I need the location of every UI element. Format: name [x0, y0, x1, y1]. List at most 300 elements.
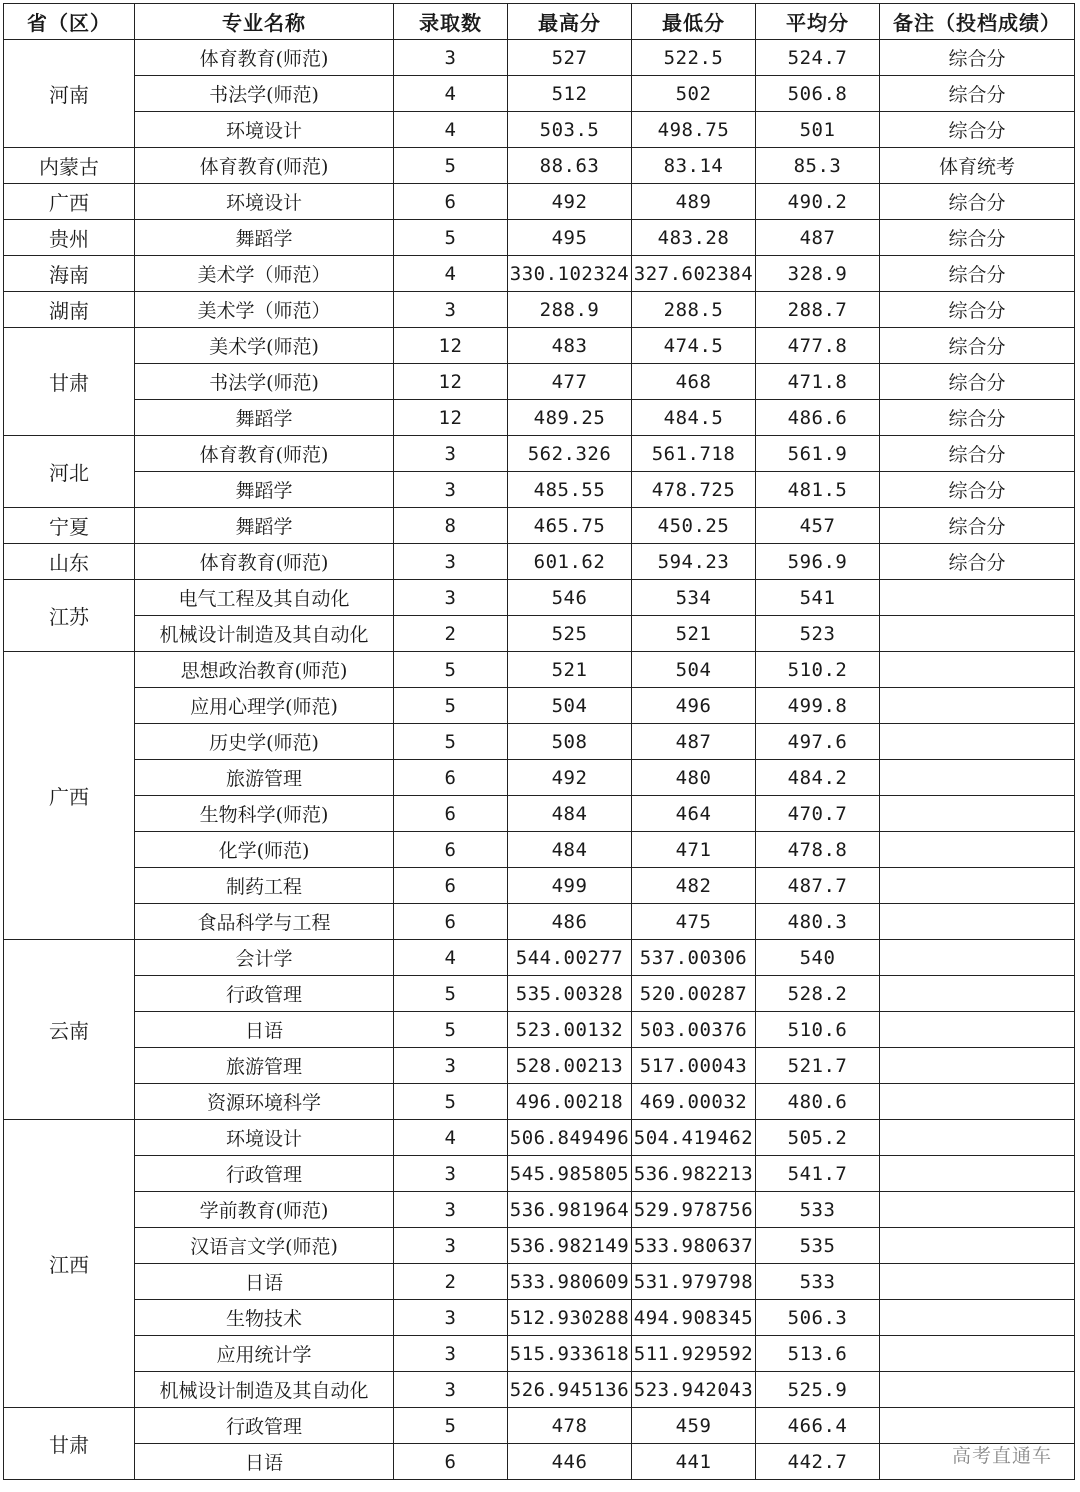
- max-score-cell: 446: [508, 1444, 632, 1480]
- avg-score-cell: 480.6: [756, 1084, 880, 1120]
- avg-score-cell: 85.3: [756, 148, 880, 184]
- table-row: [4, 976, 1075, 1012]
- remark-cell: [880, 580, 1075, 616]
- max-score-cell: 496.00218: [508, 1084, 632, 1120]
- remark-cell: 综合分: [880, 400, 1075, 436]
- avg-score-cell: 457: [756, 508, 880, 544]
- admitted-count-cell: 6: [394, 904, 508, 940]
- table-row: [4, 436, 1075, 472]
- avg-score-cell: 524.7: [756, 40, 880, 76]
- min-score-cell: 482: [632, 868, 756, 904]
- min-score-cell: 441: [632, 1444, 756, 1480]
- province-cell: 广西: [4, 652, 135, 940]
- avg-score-cell: 528.2: [756, 976, 880, 1012]
- avg-score-cell: 466.4: [756, 1408, 880, 1444]
- province-cell: 山东: [4, 544, 135, 580]
- min-score-cell: 487: [632, 724, 756, 760]
- avg-score-cell: 501: [756, 112, 880, 148]
- min-score-cell: 494.908345: [632, 1300, 756, 1336]
- province-cell: 河南: [4, 40, 135, 148]
- max-score-cell: 545.985805: [508, 1156, 632, 1192]
- avg-score-cell: 561.9: [756, 436, 880, 472]
- min-score-cell: 496: [632, 688, 756, 724]
- table-row: [4, 148, 1075, 184]
- min-score-cell: 469.00032: [632, 1084, 756, 1120]
- min-score-cell: 521: [632, 616, 756, 652]
- avg-score-cell: 471.8: [756, 364, 880, 400]
- avg-score-cell: 510.2: [756, 652, 880, 688]
- min-score-cell: 534: [632, 580, 756, 616]
- major-cell: 会计学: [135, 940, 394, 976]
- table-row: [4, 1408, 1075, 1444]
- max-score-cell: 536.982149: [508, 1228, 632, 1264]
- max-score-cell: 489.25: [508, 400, 632, 436]
- remark-cell: [880, 1012, 1075, 1048]
- major-cell: 环境设计: [135, 1120, 394, 1156]
- avg-score-cell: 596.9: [756, 544, 880, 580]
- table-row: [4, 1372, 1075, 1408]
- min-score-cell: 327.602384: [632, 256, 756, 292]
- admitted-count-cell: 3: [394, 1300, 508, 1336]
- table-row: [4, 1228, 1075, 1264]
- major-cell: 应用心理学(师范): [135, 688, 394, 724]
- max-score-cell: 528.00213: [508, 1048, 632, 1084]
- major-cell: 体育教育(师范): [135, 436, 394, 472]
- major-cell: 历史学(师范): [135, 724, 394, 760]
- max-score-cell: 484: [508, 832, 632, 868]
- max-score-cell: 478: [508, 1408, 632, 1444]
- max-score-cell: 512: [508, 76, 632, 112]
- min-score-cell: 450.25: [632, 508, 756, 544]
- table-row: [4, 1012, 1075, 1048]
- table-row: [4, 292, 1075, 328]
- major-cell: 舞蹈学: [135, 220, 394, 256]
- admitted-count-cell: 5: [394, 1084, 508, 1120]
- province-cell: 湖南: [4, 292, 135, 328]
- avg-score-cell: 442.7: [756, 1444, 880, 1480]
- remark-cell: [880, 1048, 1075, 1084]
- max-score-cell: 601.62: [508, 544, 632, 580]
- admitted-count-cell: 4: [394, 1120, 508, 1156]
- min-score-cell: 523.942043: [632, 1372, 756, 1408]
- admitted-count-cell: 3: [394, 1156, 508, 1192]
- min-score-cell: 520.00287: [632, 976, 756, 1012]
- header-remark: 备注（投档成绩）: [880, 4, 1075, 40]
- admitted-count-cell: 3: [394, 1048, 508, 1084]
- min-score-cell: 478.725: [632, 472, 756, 508]
- max-score-cell: 499: [508, 868, 632, 904]
- remark-cell: [880, 724, 1075, 760]
- major-cell: 旅游管理: [135, 760, 394, 796]
- table-row: [4, 616, 1075, 652]
- remark-cell: 综合分: [880, 220, 1075, 256]
- remark-cell: 综合分: [880, 544, 1075, 580]
- province-cell: 宁夏: [4, 508, 135, 544]
- min-score-cell: 561.718: [632, 436, 756, 472]
- avg-score-cell: 470.7: [756, 796, 880, 832]
- admission-score-table: [3, 3, 1075, 1480]
- major-cell: 行政管理: [135, 1156, 394, 1192]
- table-row: [4, 1192, 1075, 1228]
- avg-score-cell: 533: [756, 1192, 880, 1228]
- remark-cell: [880, 904, 1075, 940]
- max-score-cell: 562.326: [508, 436, 632, 472]
- table-row: [4, 1084, 1075, 1120]
- admitted-count-cell: 3: [394, 580, 508, 616]
- remark-cell: [880, 1156, 1075, 1192]
- major-cell: 制药工程: [135, 868, 394, 904]
- min-score-cell: 504.419462: [632, 1120, 756, 1156]
- admitted-count-cell: 3: [394, 436, 508, 472]
- admitted-count-cell: 3: [394, 1372, 508, 1408]
- min-score-cell: 474.5: [632, 328, 756, 364]
- avg-score-cell: 490.2: [756, 184, 880, 220]
- admitted-count-cell: 6: [394, 1444, 508, 1480]
- avg-score-cell: 541.7: [756, 1156, 880, 1192]
- admitted-count-cell: 5: [394, 1012, 508, 1048]
- remark-cell: 综合分: [880, 184, 1075, 220]
- max-score-cell: 527: [508, 40, 632, 76]
- major-cell: 行政管理: [135, 976, 394, 1012]
- major-cell: 舞蹈学: [135, 508, 394, 544]
- major-cell: 美术学（师范）: [135, 292, 394, 328]
- admitted-count-cell: 3: [394, 1336, 508, 1372]
- min-score-cell: 475: [632, 904, 756, 940]
- min-score-cell: 83.14: [632, 148, 756, 184]
- remark-cell: [880, 1372, 1075, 1408]
- max-score-cell: 523.00132: [508, 1012, 632, 1048]
- major-cell: 汉语言文学(师范): [135, 1228, 394, 1264]
- avg-score-cell: 521.7: [756, 1048, 880, 1084]
- min-score-cell: 489: [632, 184, 756, 220]
- admitted-count-cell: 4: [394, 940, 508, 976]
- admitted-count-cell: 6: [394, 184, 508, 220]
- major-cell: 思想政治教育(师范): [135, 652, 394, 688]
- remark-cell: 综合分: [880, 328, 1075, 364]
- major-cell: 美术学(师范): [135, 328, 394, 364]
- table-row: [4, 364, 1075, 400]
- admitted-count-cell: 8: [394, 508, 508, 544]
- admitted-count-cell: 3: [394, 544, 508, 580]
- min-score-cell: 459: [632, 1408, 756, 1444]
- avg-score-cell: 535: [756, 1228, 880, 1264]
- province-cell: 甘肃: [4, 1408, 135, 1480]
- max-score-cell: 508: [508, 724, 632, 760]
- table-row: [4, 1120, 1075, 1156]
- max-score-cell: 477: [508, 364, 632, 400]
- admitted-count-cell: 5: [394, 148, 508, 184]
- max-score-cell: 88.63: [508, 148, 632, 184]
- admitted-count-cell: 6: [394, 832, 508, 868]
- remark-cell: [880, 868, 1075, 904]
- max-score-cell: 485.55: [508, 472, 632, 508]
- table-row: [4, 1264, 1075, 1300]
- avg-score-cell: 486.6: [756, 400, 880, 436]
- table-row: [4, 868, 1075, 904]
- min-score-cell: 537.00306: [632, 940, 756, 976]
- admitted-count-cell: 4: [394, 112, 508, 148]
- table-row: [4, 220, 1075, 256]
- admitted-count-cell: 5: [394, 1408, 508, 1444]
- avg-score-cell: 480.3: [756, 904, 880, 940]
- remark-cell: [880, 976, 1075, 1012]
- table-row: [4, 40, 1075, 76]
- major-cell: 行政管理: [135, 1408, 394, 1444]
- table-row: [4, 724, 1075, 760]
- admitted-count-cell: 12: [394, 364, 508, 400]
- admitted-count-cell: 6: [394, 760, 508, 796]
- avg-score-cell: 525.9: [756, 1372, 880, 1408]
- max-score-cell: 506.849496: [508, 1120, 632, 1156]
- max-score-cell: 504: [508, 688, 632, 724]
- avg-score-cell: 540: [756, 940, 880, 976]
- major-cell: 学前教育(师范): [135, 1192, 394, 1228]
- table-row: [4, 1156, 1075, 1192]
- major-cell: 机械设计制造及其自动化: [135, 616, 394, 652]
- max-score-cell: 525: [508, 616, 632, 652]
- table-row: [4, 904, 1075, 940]
- major-cell: 书法学(师范): [135, 76, 394, 112]
- table-row: [4, 472, 1075, 508]
- header-max-score: 最高分: [508, 4, 632, 40]
- major-cell: 生物技术: [135, 1300, 394, 1336]
- major-cell: 资源环境科学: [135, 1084, 394, 1120]
- avg-score-cell: 478.8: [756, 832, 880, 868]
- avg-score-cell: 288.7: [756, 292, 880, 328]
- avg-score-cell: 506.8: [756, 76, 880, 112]
- min-score-cell: 288.5: [632, 292, 756, 328]
- table-row: [4, 760, 1075, 796]
- major-cell: 书法学(师范): [135, 364, 394, 400]
- avg-score-cell: 499.8: [756, 688, 880, 724]
- major-cell: 日语: [135, 1264, 394, 1300]
- major-cell: 化学(师范): [135, 832, 394, 868]
- min-score-cell: 511.929592: [632, 1336, 756, 1372]
- min-score-cell: 480: [632, 760, 756, 796]
- table-row: [4, 76, 1075, 112]
- major-cell: 环境设计: [135, 184, 394, 220]
- remark-cell: [880, 1228, 1075, 1264]
- header-province: 省（区）: [4, 4, 135, 40]
- province-cell: 贵州: [4, 220, 135, 256]
- max-score-cell: 495: [508, 220, 632, 256]
- major-cell: 机械设计制造及其自动化: [135, 1372, 394, 1408]
- admitted-count-cell: 2: [394, 1264, 508, 1300]
- remark-cell: [880, 1084, 1075, 1120]
- remark-cell: [880, 652, 1075, 688]
- major-cell: 美术学（师范）: [135, 256, 394, 292]
- remark-cell: [880, 940, 1075, 976]
- min-score-cell: 503.00376: [632, 1012, 756, 1048]
- remark-cell: [880, 616, 1075, 652]
- max-score-cell: 536.981964: [508, 1192, 632, 1228]
- remark-cell: 综合分: [880, 364, 1075, 400]
- min-score-cell: 504: [632, 652, 756, 688]
- major-cell: 电气工程及其自动化: [135, 580, 394, 616]
- remark-cell: 综合分: [880, 472, 1075, 508]
- admitted-count-cell: 3: [394, 40, 508, 76]
- min-score-cell: 533.980637: [632, 1228, 756, 1264]
- admitted-count-cell: 5: [394, 976, 508, 1012]
- min-score-cell: 502: [632, 76, 756, 112]
- remark-cell: 综合分: [880, 40, 1075, 76]
- avg-score-cell: 481.5: [756, 472, 880, 508]
- table-row: [4, 652, 1075, 688]
- table-row: [4, 1336, 1075, 1372]
- admitted-count-cell: 5: [394, 652, 508, 688]
- province-cell: 海南: [4, 256, 135, 292]
- max-score-cell: 544.00277: [508, 940, 632, 976]
- max-score-cell: 526.945136: [508, 1372, 632, 1408]
- max-score-cell: 484: [508, 796, 632, 832]
- table-row: [4, 688, 1075, 724]
- header-major: 专业名称: [135, 4, 394, 40]
- admitted-count-cell: 12: [394, 328, 508, 364]
- remark-cell: 综合分: [880, 76, 1075, 112]
- max-score-cell: 288.9: [508, 292, 632, 328]
- min-score-cell: 529.978756: [632, 1192, 756, 1228]
- max-score-cell: 486: [508, 904, 632, 940]
- province-cell: 广西: [4, 184, 135, 220]
- table-row: [4, 508, 1075, 544]
- province-cell: 江西: [4, 1120, 135, 1408]
- header-admitted: 录取数: [394, 4, 508, 40]
- remark-cell: [880, 1300, 1075, 1336]
- table-row: [4, 796, 1075, 832]
- avg-score-cell: 497.6: [756, 724, 880, 760]
- max-score-cell: 465.75: [508, 508, 632, 544]
- max-score-cell: 503.5: [508, 112, 632, 148]
- min-score-cell: 531.979798: [632, 1264, 756, 1300]
- table-row: [4, 832, 1075, 868]
- max-score-cell: 546: [508, 580, 632, 616]
- avg-score-cell: 510.6: [756, 1012, 880, 1048]
- remark-cell: [880, 760, 1075, 796]
- table-row: [4, 1300, 1075, 1336]
- max-score-cell: 492: [508, 184, 632, 220]
- province-cell: 内蒙古: [4, 148, 135, 184]
- admitted-count-cell: 2: [394, 616, 508, 652]
- remark-cell: 综合分: [880, 292, 1075, 328]
- max-score-cell: 483: [508, 328, 632, 364]
- table-row: [4, 940, 1075, 976]
- admitted-count-cell: 5: [394, 688, 508, 724]
- avg-score-cell: 506.3: [756, 1300, 880, 1336]
- admitted-count-cell: 5: [394, 220, 508, 256]
- major-cell: 日语: [135, 1012, 394, 1048]
- remark-cell: 综合分: [880, 436, 1075, 472]
- avg-score-cell: 328.9: [756, 256, 880, 292]
- min-score-cell: 517.00043: [632, 1048, 756, 1084]
- min-score-cell: 536.982213: [632, 1156, 756, 1192]
- min-score-cell: 471: [632, 832, 756, 868]
- table-row: [4, 1048, 1075, 1084]
- admitted-count-cell: 12: [394, 400, 508, 436]
- max-score-cell: 492: [508, 760, 632, 796]
- header-min-score: 最低分: [632, 4, 756, 40]
- remark-cell: 体育统考: [880, 148, 1075, 184]
- header-row: [4, 4, 1075, 40]
- admitted-count-cell: 3: [394, 292, 508, 328]
- remark-cell: [880, 796, 1075, 832]
- remark-cell: [880, 1408, 1075, 1444]
- province-cell: 云南: [4, 940, 135, 1120]
- admitted-count-cell: 3: [394, 472, 508, 508]
- max-score-cell: 515.933618: [508, 1336, 632, 1372]
- admitted-count-cell: 4: [394, 76, 508, 112]
- avg-score-cell: 487.7: [756, 868, 880, 904]
- max-score-cell: 535.00328: [508, 976, 632, 1012]
- max-score-cell: 533.980609: [508, 1264, 632, 1300]
- table-row: [4, 328, 1075, 364]
- table-row: [4, 256, 1075, 292]
- admitted-count-cell: 3: [394, 1228, 508, 1264]
- min-score-cell: 594.23: [632, 544, 756, 580]
- major-cell: 环境设计: [135, 112, 394, 148]
- remark-cell: 综合分: [880, 508, 1075, 544]
- min-score-cell: 522.5: [632, 40, 756, 76]
- major-cell: 舞蹈学: [135, 472, 394, 508]
- major-cell: 旅游管理: [135, 1048, 394, 1084]
- avg-score-cell: 505.2: [756, 1120, 880, 1156]
- remark-cell: [880, 832, 1075, 868]
- remark-cell: [880, 1336, 1075, 1372]
- major-cell: 体育教育(师范): [135, 148, 394, 184]
- admitted-count-cell: 6: [394, 796, 508, 832]
- avg-score-cell: 523: [756, 616, 880, 652]
- major-cell: 食品科学与工程: [135, 904, 394, 940]
- table-body: [4, 40, 1075, 1480]
- major-cell: 应用统计学: [135, 1336, 394, 1372]
- min-score-cell: 498.75: [632, 112, 756, 148]
- avg-score-cell: 533: [756, 1264, 880, 1300]
- province-cell: 江苏: [4, 580, 135, 652]
- admitted-count-cell: 6: [394, 868, 508, 904]
- province-cell: 河北: [4, 436, 135, 508]
- major-cell: 舞蹈学: [135, 400, 394, 436]
- min-score-cell: 468: [632, 364, 756, 400]
- table-row: [4, 112, 1075, 148]
- province-cell: 甘肃: [4, 328, 135, 436]
- min-score-cell: 484.5: [632, 400, 756, 436]
- major-cell: 体育教育(师范): [135, 544, 394, 580]
- min-score-cell: 464: [632, 796, 756, 832]
- remark-cell: [880, 1120, 1075, 1156]
- remark-cell: [880, 1192, 1075, 1228]
- remark-cell: [880, 1264, 1075, 1300]
- remark-cell: 综合分: [880, 256, 1075, 292]
- table-row: [4, 1444, 1075, 1480]
- remark-cell: 综合分: [880, 112, 1075, 148]
- avg-score-cell: 477.8: [756, 328, 880, 364]
- remark-cell: [880, 688, 1075, 724]
- avg-score-cell: 484.2: [756, 760, 880, 796]
- header-avg-score: 平均分: [756, 4, 880, 40]
- avg-score-cell: 487: [756, 220, 880, 256]
- major-cell: 生物科学(师范): [135, 796, 394, 832]
- max-score-cell: 512.930288: [508, 1300, 632, 1336]
- major-cell: 体育教育(师范): [135, 40, 394, 76]
- table-row: [4, 544, 1075, 580]
- min-score-cell: 483.28: [632, 220, 756, 256]
- avg-score-cell: 541: [756, 580, 880, 616]
- admitted-count-cell: 4: [394, 256, 508, 292]
- max-score-cell: 330.102324: [508, 256, 632, 292]
- table-row: [4, 580, 1075, 616]
- admitted-count-cell: 3: [394, 1192, 508, 1228]
- watermark-text: 高考直通车: [951, 1445, 1052, 1467]
- table-row: [4, 400, 1075, 436]
